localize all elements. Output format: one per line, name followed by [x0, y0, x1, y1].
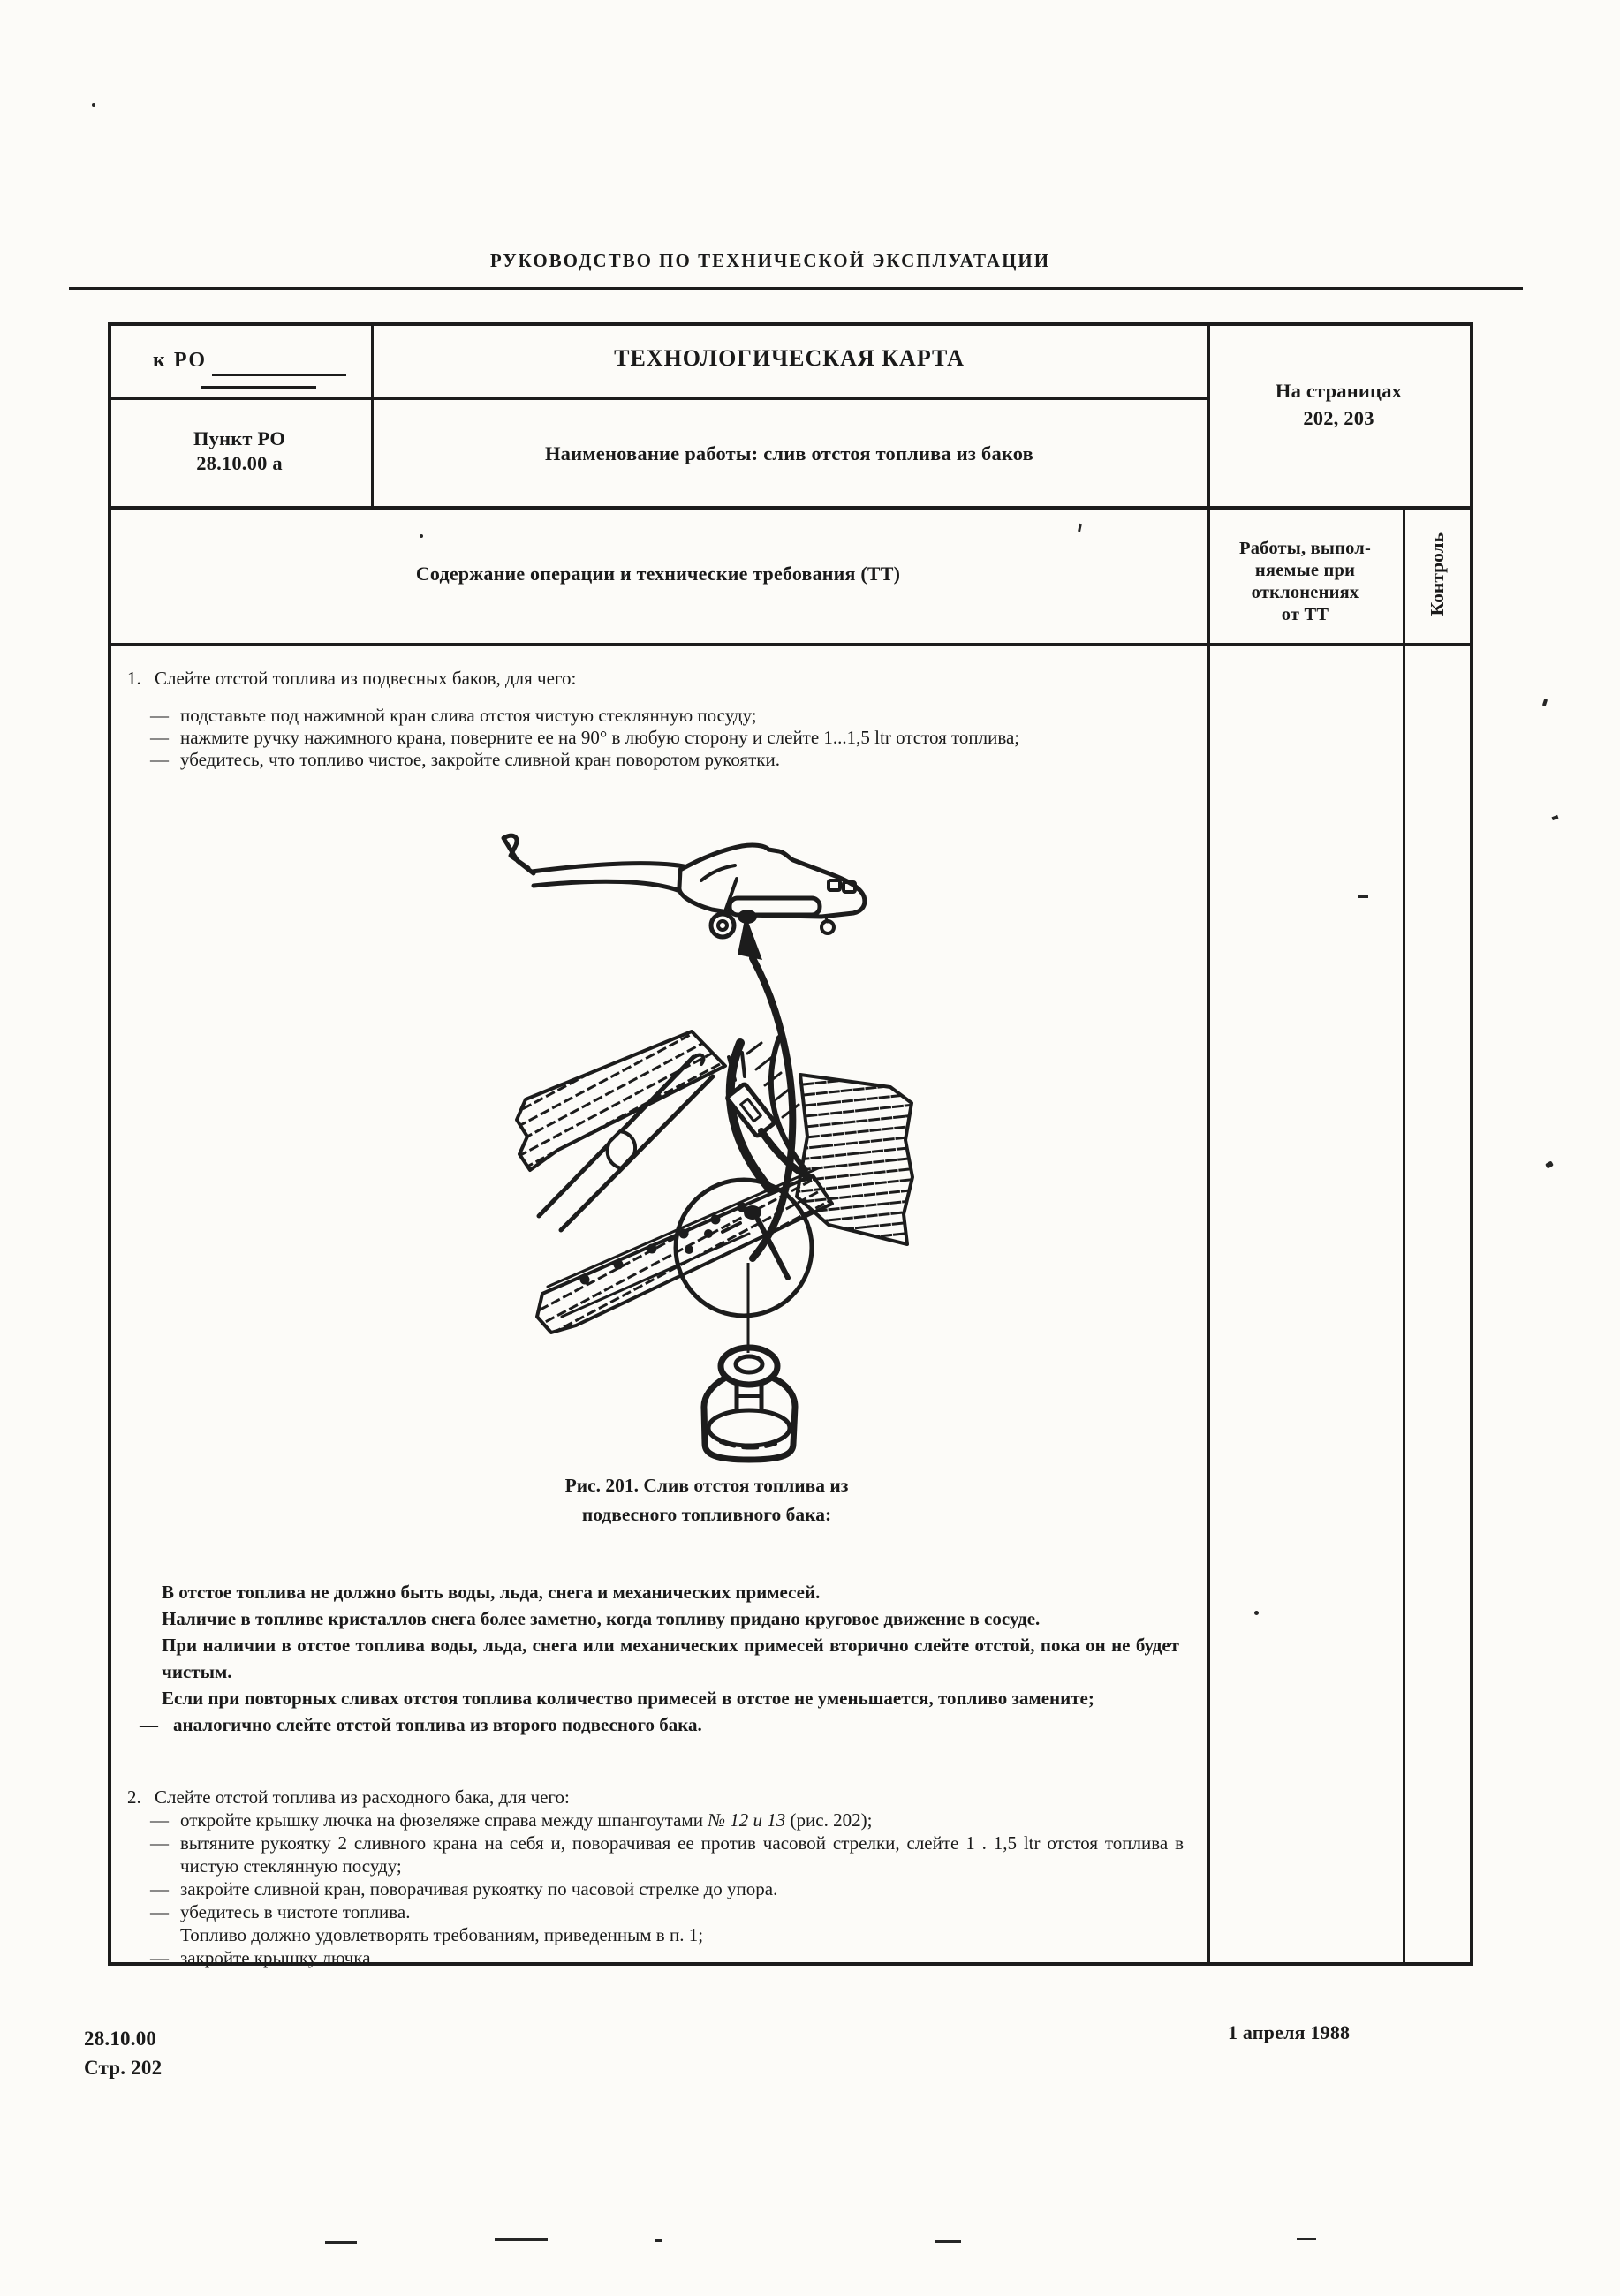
note-paragraph: Наличие в топливе кристаллов снега более заметно, когда топливу придано круговое движение в сосуде.: [162, 1608, 1041, 1629]
table-row-divider-2: [108, 506, 1473, 510]
table-row-divider-3: [108, 643, 1473, 646]
list-item: — закройте крышку лючка: [150, 1947, 371, 1968]
scan-artifact: [1297, 2238, 1316, 2240]
ro-item-line1: Пункт РО: [193, 427, 286, 449]
table-border-left: [108, 322, 111, 1966]
scan-artifact: [935, 2240, 961, 2243]
list-item: — убедитесь в чистоте топлива.: [150, 1901, 411, 1922]
scan-artifact: [1542, 699, 1548, 707]
frame-reference: № 12 и 13: [708, 1809, 786, 1831]
scan-artifact: [325, 2241, 357, 2244]
table-divider-control: [1403, 506, 1405, 1962]
note-paragraph: При наличии в отстое топлива воды, льда, снега или механических примесей вторично слейте отстой, пока он не будет чистым.: [162, 1635, 1179, 1682]
scan-artifact: [655, 2239, 662, 2242]
dash-marker: —: [150, 749, 169, 770]
dash-marker: —: [150, 705, 169, 726]
scan-artifact: [1078, 524, 1082, 532]
pages-note-line1: На страницах: [1275, 380, 1403, 402]
table-border-top: [108, 322, 1473, 326]
scan-artifact: [1545, 1160, 1554, 1168]
dash-marker: —: [150, 1809, 169, 1831]
step-1-block: [127, 668, 1184, 771]
manual-running-header: РУКОВОДСТВО ПО ТЕХНИЧЕСКОЙ ЭКСПЛУАТАЦИИ: [489, 250, 1051, 271]
header-rule: [69, 287, 1523, 290]
job-name: Наименование работы: слив отстоя топлива из баков: [544, 442, 1034, 464]
scan-artifact: [1254, 1611, 1259, 1615]
dash-marker: —: [150, 1832, 169, 1854]
dash-marker: —: [150, 727, 169, 748]
glass-jar-drawing: [704, 1348, 795, 1460]
scan-artifact: [495, 2238, 548, 2241]
drain-detail-drawing: [517, 1031, 912, 1333]
list-item: — вытяните рукоятку 2 сливного крана на себя и, поворачивая ее против часовой стрелки, слейте 1 . 1,5 ltr отстоя топлива в чистую стеклянную посуду;: [150, 1832, 1184, 1877]
figure-caption: [477, 1471, 936, 1529]
pages-note-cell: [1207, 377, 1470, 432]
scan-artifact: [1552, 815, 1559, 820]
figure-caption-line2: подвесного топливного бака:: [581, 1504, 832, 1525]
dash-marker: —: [150, 1878, 169, 1899]
scan-artifact: [92, 103, 95, 107]
footer-section: 28.10.00: [84, 2028, 157, 2050]
deviations-line4: от ТТ: [1281, 605, 1329, 624]
dash-marker: —: [140, 1714, 158, 1735]
footer-page: Стр. 202: [84, 2057, 163, 2079]
note-paragraph: Если при повторных сливах отстоя топлива количество примесей в отстое не уменьшается, топливо замените;: [162, 1688, 1094, 1709]
figure-201-illustration: [477, 826, 936, 1466]
ro-reference-blank-line: [212, 374, 346, 376]
ro-item-cell: [108, 427, 371, 476]
pages-note-line2: 202, 203: [1303, 407, 1374, 429]
list-item: — закройте сливной кран, поворачивая рукоятку по часовой стрелке до упора.: [150, 1878, 778, 1899]
notes-block: [140, 1579, 1179, 1738]
list-item: — откройте крышку лючка на фюзеляже справа между шпангоутами № 12 и 13 (рис. 202);: [150, 1809, 873, 1831]
step-2-block: [127, 1786, 1184, 1969]
scan-artifact: [420, 534, 423, 538]
list-item: — убедитесь, что топливо чистое, закройте сливной кран поворотом рукоятки.: [150, 749, 780, 770]
scan-artifact: [1358, 895, 1368, 898]
requirement-note: Топливо должно удовлетворять требованиям, приведенным в п. 1;: [180, 1924, 704, 1945]
step-1-number: 1.: [127, 668, 141, 689]
list-item: — аналогично слейте отстой топлива из второго подвесного бака.: [140, 1711, 1179, 1738]
step-1-bullets: [127, 705, 1184, 771]
column-header-deviations: [1207, 538, 1403, 626]
table-row-divider-1: [108, 397, 1210, 400]
footer-section-page: [84, 2024, 162, 2082]
ro-reference-label: к РО: [153, 349, 208, 372]
list-item: — нажмите ручку нажимного крана, поверните ее на 90° в любую сторону и слейте 1...1,5 ltr отстоя топлива;: [150, 727, 1020, 748]
deviations-line2: няемые при: [1254, 561, 1356, 580]
step-2-number: 2.: [127, 1786, 141, 1808]
note-paragraph: В отстое топлива не должно быть воды, льда, снега и механических примесей.: [162, 1582, 821, 1603]
column-header-content: Содержание операции и технические требования (ТТ): [415, 563, 901, 585]
card-title: ТЕХНОЛОГИЧЕСКАЯ КАРТА: [614, 345, 965, 371]
figure-caption-line1: Рис. 201. Слив отстоя топлива из: [564, 1475, 849, 1496]
step-2-heading: 2. Слейте отстой топлива из расходного бака, для чего:: [127, 1786, 570, 1808]
ro-item-line2: 28.10.00 а: [196, 452, 283, 474]
deviations-line1: Работы, выпол-: [1238, 539, 1372, 558]
table-border-right: [1470, 322, 1473, 1966]
list-item: — подставьте под нажимной кран слива отстоя чистую стеклянную посуду;: [150, 705, 757, 726]
ro-reference-blank-line-2: [201, 386, 316, 389]
deviations-line3: отклонениях: [1251, 583, 1359, 602]
control-vertical-label: Контроль: [1427, 532, 1448, 616]
footer-date: 1 апреля 1988: [1228, 2021, 1351, 2043]
helicopter-drawing: [503, 835, 865, 937]
dash-marker: —: [150, 1947, 169, 1968]
column-header-control: [1405, 506, 1470, 643]
dash-marker: —: [150, 1901, 169, 1922]
step-1-heading: 1. Слейте отстой топлива из подвесных баков, для чего:: [127, 668, 577, 689]
